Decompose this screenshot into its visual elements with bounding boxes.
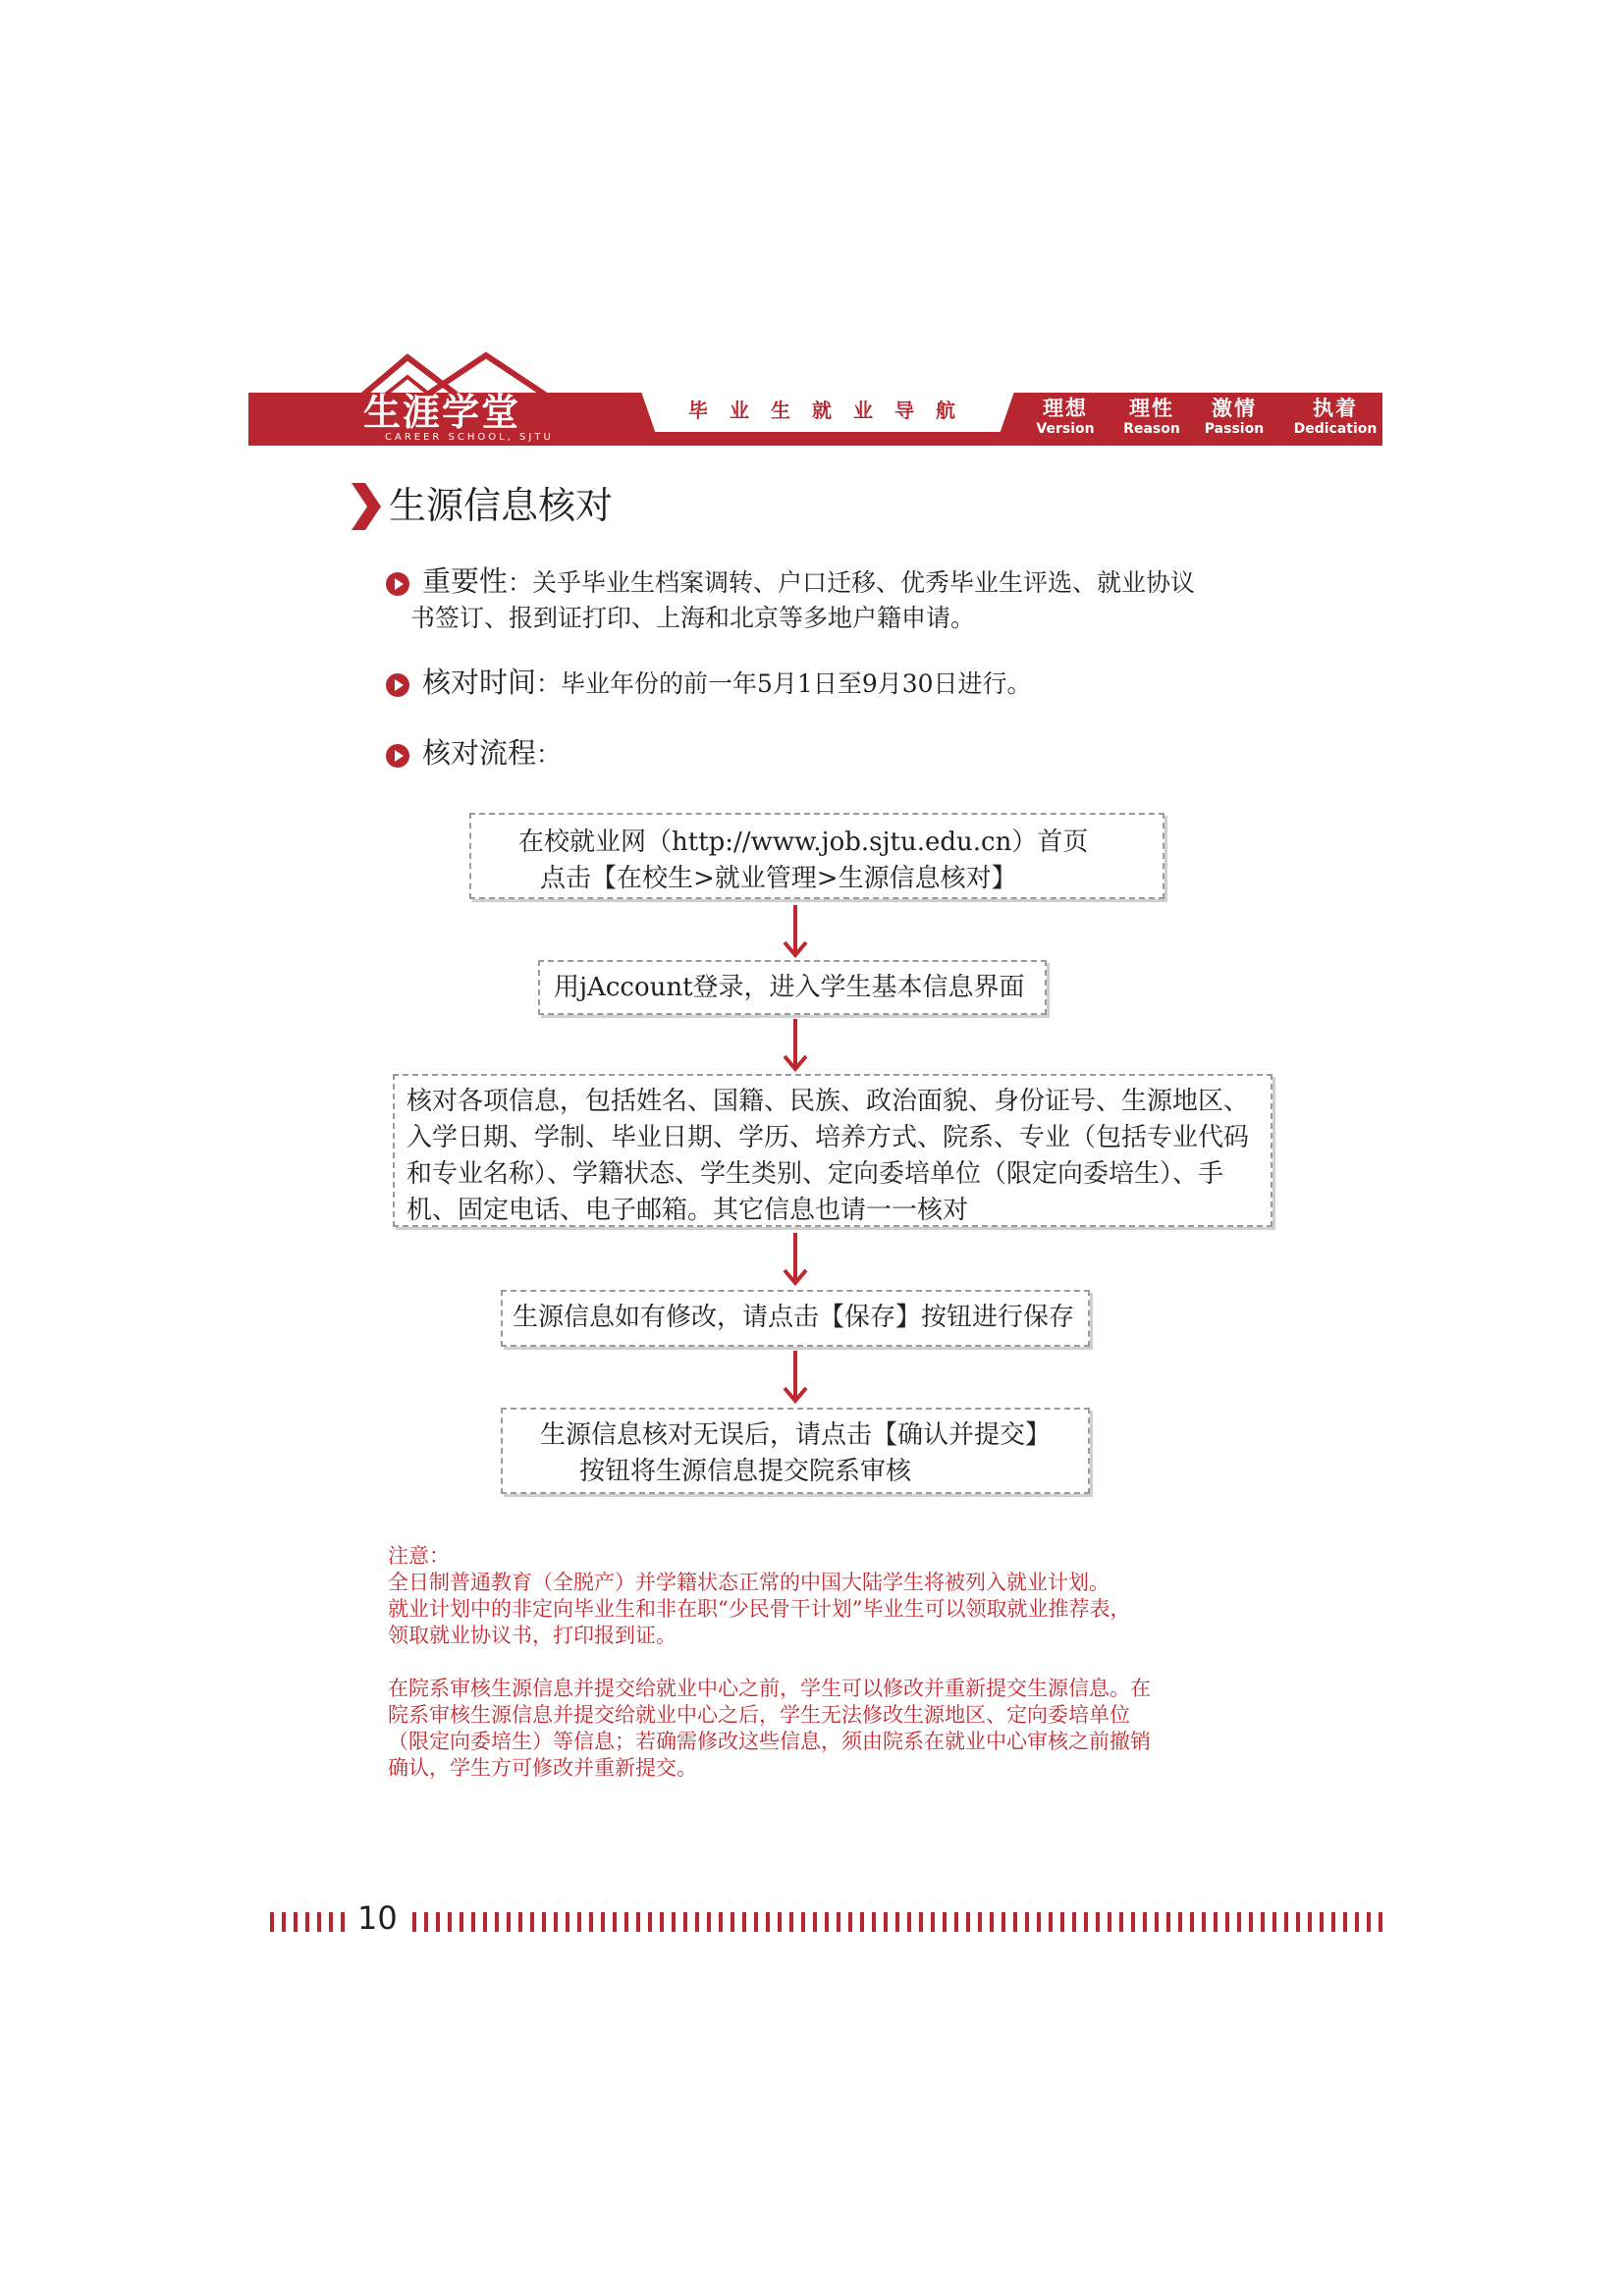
bullet-play-icon [385,743,410,769]
note-line: 就业计划中的非定向毕业生和非在职“少民骨干计划”毕业生可以领取就业推荐表， [388,1597,1131,1621]
flow-step-line: 在校就业网（http://www.job.sjtu.edu.cn）首页 [518,828,1089,857]
bullet-label: 重要性 [422,564,509,598]
bullet-importance [422,563,1195,601]
arrow-down-icon [783,905,808,958]
motto-version [1021,397,1110,438]
motto-zh: 理性 [1129,397,1174,420]
flow-step-line: 和专业名称）、学籍状态、学生类别、定向委培单位（限定向委培生）、手 [406,1159,1224,1189]
flow-step-line: 按钮将生源信息提交院系审核 [579,1457,912,1486]
flow-step-5 [501,1408,1090,1494]
motto-reason [1108,397,1196,438]
bullet-play-icon [385,672,410,698]
bullet-label: 核对流程 [422,736,537,770]
flow-step-3 [393,1074,1272,1227]
motto-en: Reason [1123,421,1180,437]
bullet-verify-flow [422,735,561,773]
bullet-verify-time [422,665,1032,702]
arrow-down-icon [783,1019,808,1072]
motto-dedication [1286,397,1384,438]
note-line: 领取就业协议书，打印报到证。 [388,1624,677,1647]
note-heading: 注意： [388,1544,450,1568]
flow-step-line: 用jAccount登录，进入学生基本信息界面 [554,973,1025,1002]
note-spacer [388,1649,1151,1676]
logo-text: 生涯学堂 [363,391,521,434]
flow-step-line: 入学日期、学制、毕业日期、学历、培养方式、院系、专业（包括专业代码 [406,1123,1250,1152]
footer-tick-marks-left [270,1912,351,1932]
bullet-label: 核对时间 [422,666,537,699]
logo-subtext: CAREER SCHOOL, SJTU [385,432,554,443]
bullet-text-continuation: 书签订、报到证打印、上海和北京等多地户籍申请。 [410,604,976,632]
bullet-text: ：毕业年份的前一年5月1日至9月30日进行。 [536,669,1032,698]
motto-en: Passion [1204,421,1265,437]
flow-step-line: 点击【在校生>就业管理>生源信息核对】 [540,864,1017,893]
note-line: 确认，学生方可修改并重新提交。 [388,1756,697,1780]
note-line: 院系审核生源信息并提交给就业中心之后，学生无法修改生源地区、定向委培单位 [388,1703,1130,1727]
flow-step-line: 核对各项信息，包括姓名、国籍、民族、政治面貌、身份证号、生源地区、 [406,1087,1250,1116]
nav-tab-title: 毕业生就业导航 [688,399,977,422]
section-title: 生源信息核对 [389,484,614,527]
flow-step-1 [469,813,1164,899]
motto-zh: 理想 [1043,397,1088,420]
arrow-down-icon [783,1233,808,1286]
motto-passion [1190,397,1278,438]
flow-step-line: 生源信息核对无误后，请点击【确认并提交】 [540,1420,1052,1450]
flow-step-line: 生源信息如有修改，请点击【保存】按钮进行保存 [513,1303,1075,1332]
bullet-text: ：关乎毕业生档案调转、户口迁移、优秀毕业生评选、就业协议 [508,568,1196,597]
motto-zh: 执着 [1313,397,1358,420]
note-line: （限定向委培生）等信息；若确需修改这些信息，须由院系在就业中心审核之前撤销 [388,1730,1151,1753]
flow-step-4 [501,1290,1090,1347]
bullet-text: ： [536,740,562,769]
note-line: 全日制普通教育（全脱产）并学籍状态正常的中国大陆学生将被列入就业计划。 [388,1571,1110,1594]
motto-en: Version [1036,421,1095,437]
arrow-down-icon [783,1351,808,1404]
flow-step-2 [538,960,1047,1015]
page-number: 10 [357,1899,398,1937]
note-line: 在院系审核生源信息并提交给就业中心之前，学生可以修改并重新提交生源信息。在 [388,1677,1151,1700]
footer-tick-marks-right [412,1912,1384,1932]
motto-en: Dedication [1293,421,1378,437]
chevron-right-icon [350,481,383,532]
bullet-play-icon [385,571,410,597]
note-block [388,1543,1151,1782]
motto-zh: 激情 [1212,397,1257,420]
flow-step-line: 机、固定电话、电子邮箱。其它信息也请一一核对 [406,1196,969,1225]
